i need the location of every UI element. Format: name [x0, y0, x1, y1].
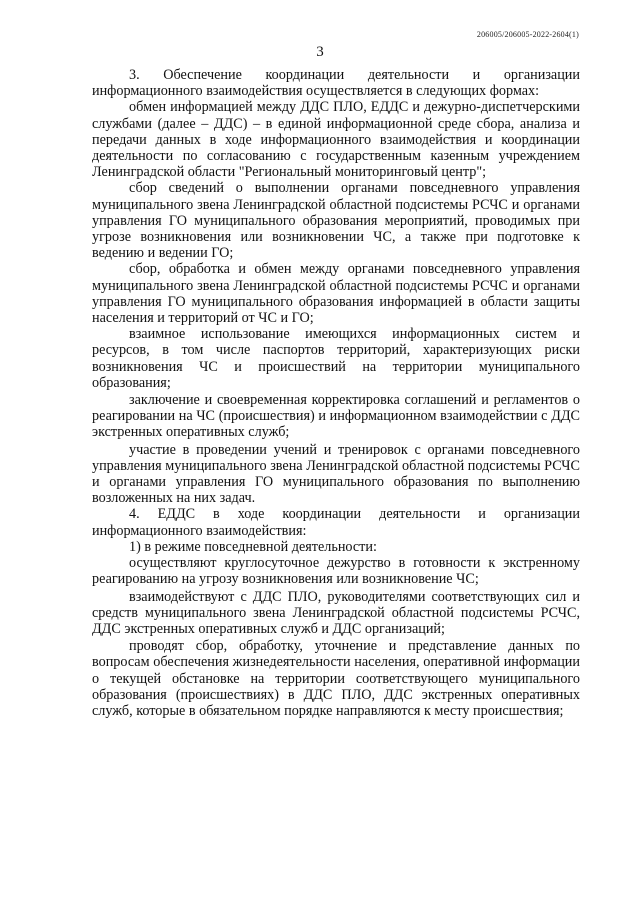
paragraph-4-edds: 4. ЕДДС в ходе координации деятельности и организации информационного взаимодействия:: [92, 506, 580, 539]
paragraph-agreements: заключение и своевременная корректировка соглашений и регламентов о реагировании на ЧС (происшествия) и информационном взаимодействии с ДДС экстренных оперативных служб;: [92, 392, 580, 441]
paragraph-exercises: участие в проведении учений и тренировок с органами повседневного управления муниципального звена Ленинградской областной подсистемы РСЧС и органами управления ГО муниципального образования по выполнению возложенных на них задач.: [92, 441, 580, 507]
paragraph-mutual-use-of-systems: взаимное использование имеющихся информационных систем и ресурсов, в том числе паспортов территорий, характеризующих риски возникновения ЧС и происшествий на территории муниципального образования;: [92, 326, 580, 391]
paragraph-collection-processing-exchange: сбор, обработка и обмен между органами повседневного управления муниципального звена Ленинградской областной подсистемы РСЧС и органами управления ГО муниципального образования информацией в области защиты населения и территорий от ЧС и ГО;: [92, 261, 580, 327]
document-body: [92, 67, 580, 719]
paragraph-3-forms: 3. Обеспечение координации деятельности и организации информационного взаимодействия осуществляется в следующих формах:: [92, 67, 580, 100]
paragraph-interaction: взаимодействуют с ДДС ПЛО, руководителями соответствующих сил и средств муниципального звена Ленинградской областной подсистемы РСЧС, ДДС экстренных оперативных служб и ДДС организаций;: [92, 588, 580, 637]
page-number: 3: [316, 44, 324, 60]
paragraph-round-the-clock-duty: осуществляют круглосуточное дежурство в готовности к экстренному реагированию на угрозу возникновения или возникновение ЧС;: [92, 555, 580, 588]
paragraph-information-exchange: обмен информацией между ДДС ПЛО, ЕДДС и дежурно-диспетчерскими службами (далее – ДДС) – в единой информационной среде сбора, анализа и передачи данных в ходе информационного взаимодействия и координации деятельности по согласованию с государственным казенным учреждением Ленинградской области "Региональный мониторинговый центр";: [92, 99, 580, 181]
document-code: 206005/206005-2022-2604(1): [476, 30, 579, 39]
paragraph-data-collection: проводят сбор, обработку, уточнение и представление данных по вопросам обеспечения жизнедеятельности населения, оперативной информации о текущей обстановке на территории соответствующего муниципального образования (происшествиях) в ДДС ПЛО, ДДС экстренных оперативных служб, которые в обязательном порядке направляются к месту происшествия;: [92, 638, 580, 719]
paragraph-daily-mode: 1) в режиме повседневной деятельности:: [129, 538, 377, 555]
paragraph-collection-of-information: сбор сведений о выполнении органами повседневного управления муниципального звена Ленинградской областной подсистемы РСЧС и органами управления ГО муниципального образования мероприятий, проводимых при угрозе возникновения или возникновении ЧС, а также при подготовке к ведению и ведении ГО;: [92, 180, 580, 262]
